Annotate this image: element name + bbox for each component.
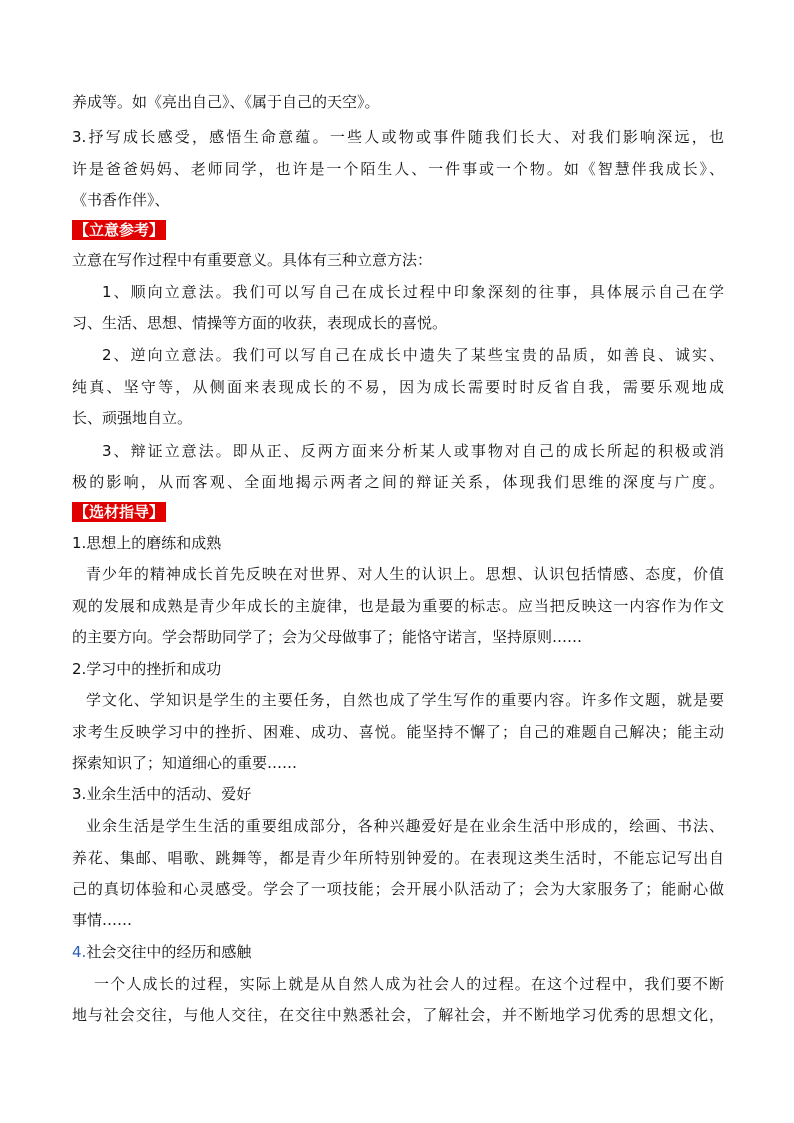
paragraph-line: 观的发展和成熟是青少年成长的主旋律，也是最为重要的标志。应当把反映这一内容作为作文 xyxy=(72,597,724,615)
paragraph-line: 求考生反映学习中的挫折、困难、成功、喜悦。能坚持不懈了；自己的难题自己解决；能主动 xyxy=(72,723,724,741)
paragraph-line: 养花、集邮、唱歌、跳舞等，都是青少年所特别钟爱的。在表现这类生活时，不能忘记写出自 xyxy=(72,849,724,867)
subheading-text: 社会交往中的经历和感触 xyxy=(86,943,252,961)
paragraph-line: 己的真切体验和心灵感受。学会了一项技能；会开展小队活动了；会为大家服务了；能耐心做 xyxy=(72,880,724,898)
subheading: 3.业余生活中的活动、爱好 xyxy=(72,785,252,803)
paragraph-line: 长、顽强地自立。 xyxy=(72,409,193,427)
paragraph-line: 3.抒写成长感受，感悟生命意蕴。一些人或物或事件随我们长大、对我们影响深远，也 xyxy=(72,128,724,146)
paragraph-line: 2、逆向立意法。我们可以写自己在成长中遗失了某些宝贵的品质，如善良、诚实、 xyxy=(102,346,724,364)
paragraph-line: 1、顺向立意法。我们可以写自己在成长过程中印象深刻的往事，具体展示自己在学 xyxy=(102,283,724,301)
paragraph-line: 立意在写作过程中有重要意义。具体有三种立意方法： xyxy=(72,251,433,269)
paragraph-line: 青少年的精神成长首先反映在对世界、对人生的认识上。思想、认识包括情感、态度，价值 xyxy=(86,565,724,583)
paragraph-line: 业余生活是学生生活的重要组成部分，各种兴趣爱好是在业余生活中形成的，绘画、书法、 xyxy=(86,817,724,835)
subheading xyxy=(72,942,724,962)
paragraph-line: 探索知识了；知道细心的重要…… xyxy=(72,754,298,772)
paragraph-line: 3、辩证立意法。即从正、反两方面来分析某人或事物对自己的成长所起的积极或消 xyxy=(102,442,724,460)
paragraph-line: 一个人成长的过程，实际上就是从自然人成为社会人的过程。在这个过程中，我们要不断 xyxy=(94,975,724,993)
section-tag: 【选材指导】 xyxy=(74,503,165,521)
section-tag: 【立意参考】 xyxy=(74,221,165,239)
section-header-xuancai xyxy=(72,502,724,522)
subheading-number: 4. xyxy=(72,943,87,961)
paragraph-line: 地与社会交往，与他人交往，在交往中熟悉社会，了解社会，并不断地学习优秀的思想文化， xyxy=(72,1006,724,1024)
paragraph-line: 极的影响，从而客观、全面地揭示两者之间的辩证关系，体现我们思维的深度与广度。 xyxy=(72,473,724,491)
paragraph-line: 《书香作伴》、 xyxy=(72,191,170,209)
paragraph-line: 的主要方向。学会帮助同学了；会为父母做事了；能恪守诺言，坚持原则…… xyxy=(72,628,583,646)
subheading: 1.思想上的磨练和成熟 xyxy=(72,534,222,552)
subheading: 2.学习中的挫折和成功 xyxy=(72,660,222,678)
paragraph-line: 养成等。如《亮出自己》、《属于自己的天空》。 xyxy=(72,93,380,111)
paragraph-line: 纯真、坚守等，从侧面来表现成长的不易，因为成长需要时时反省自我，需要乐观地成 xyxy=(72,378,724,396)
paragraph-line: 习、生活、思想、情操等方面的收获，表现成长的喜悦。 xyxy=(72,314,448,332)
paragraph-line: 学文化、学知识是学生的主要任务，自然也成了学生写作的重要内容。许多作文题，就是要 xyxy=(86,691,724,709)
paragraph-line: 许是爸爸妈妈、老师同学，也许是一个陌生人、一件事或一个物。如《智慧伴我成长》、 xyxy=(72,160,724,178)
paragraph-line: 事情…… xyxy=(72,911,133,929)
section-header-liyi xyxy=(72,220,724,240)
